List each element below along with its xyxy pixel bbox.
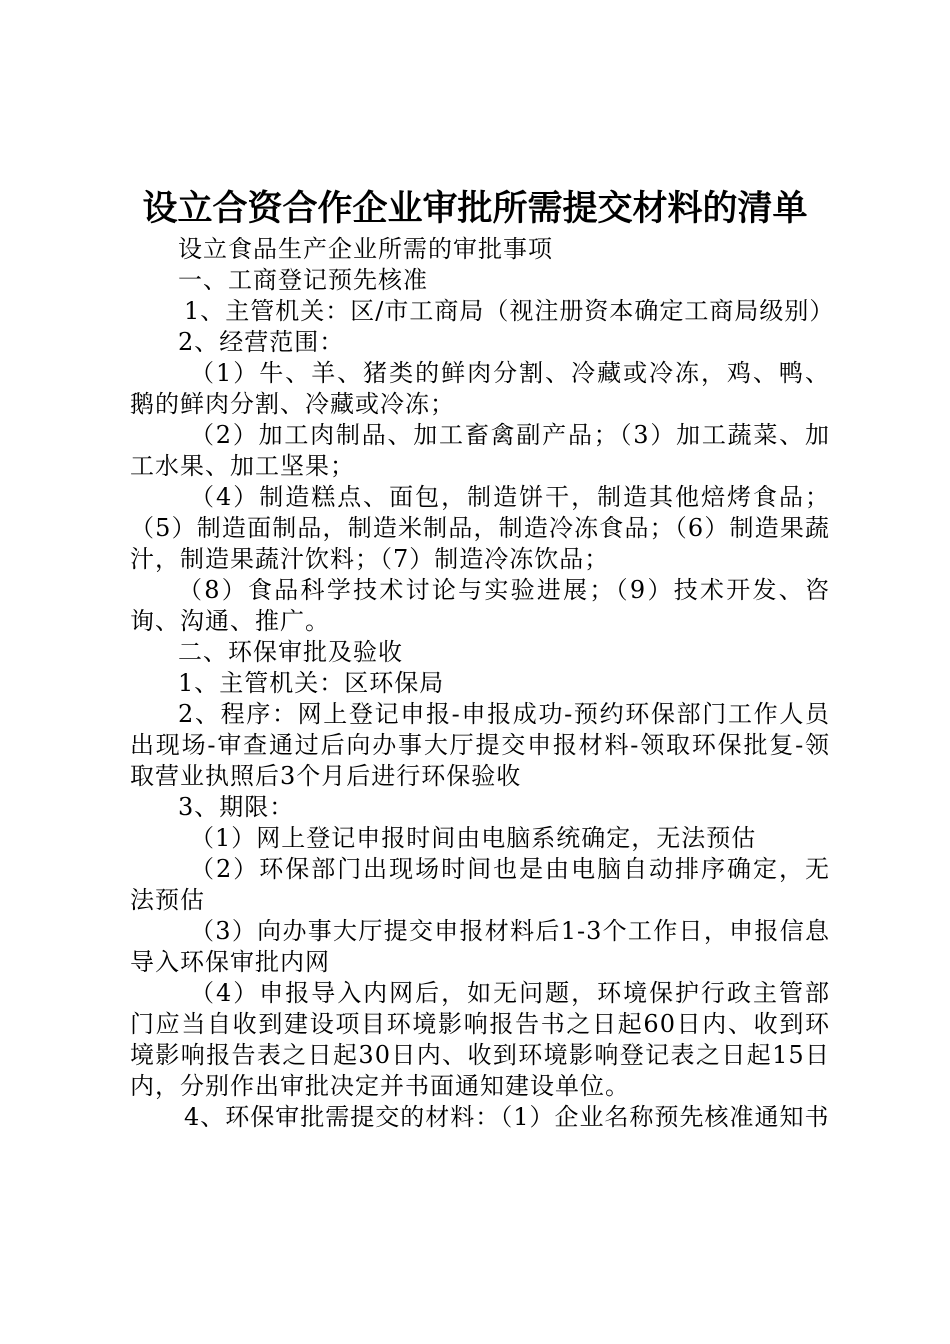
document-body (130, 234, 835, 1133)
paragraph-time-item-1: （1）网上登记申报时间由电脑系统确定，无法预估 (190, 824, 757, 852)
document-title: 设立合资合作企业审批所需提交材料的清单 (142, 189, 808, 229)
paragraph-scope-item-1: （1）牛、羊、猪类的鲜肉分割、冷藏或冷冻，鸡、鸭、鹅的鲜肉分割、冷藏或冷冻； (130, 359, 830, 418)
paragraph-time-limit: 3、期限： (178, 793, 295, 821)
paragraph-section-1-heading: 一、工商登记预先核准 (178, 266, 428, 294)
paragraph-scope-item-2-3: （2）加工肉制品、加工畜禽副产品；（3）加工蔬菜、加工水果、加工坚果； (130, 421, 830, 480)
paragraph-subtitle: 设立食品生产企业所需的审批事项 (178, 235, 553, 263)
paragraph-time-item-4: （4）申报导入内网后，如无问题，环境保护行政主管部门应当自收到建设项目环境影响报告书之日起60日内、收到环境影响报告表之日起30日内、收到环境影响登记表之日起15日内，分别作出审批决定并书面通知建设单位。 (130, 979, 830, 1100)
paragraph-business-scope: 2、经营范围： (178, 328, 345, 356)
paragraph-env-authority: 1、主管机关：区环保局 (178, 669, 445, 697)
paragraph-time-item-2: （2）环保部门出现场时间也是由电脑自动排序确定，无法预估 (130, 855, 830, 914)
paragraph-scope-item-8-9: （8）食品科学技术讨论与实验进展；（9）技术开发、咨询、沟通、推广。 (130, 576, 830, 635)
paragraph-scope-item-4-7: （4）制造糕点、面包，制造饼干，制造其他焙烤食品；（5）制造面制品，制造米制品，制造冷冻食品；（6）制造果蔬汁，制造果蔬汁饮料；（7）制造冷冻饮品； (130, 483, 830, 573)
paragraph-procedure: 2、程序：网上登记申报-申报成功-预约环保部门工作人员出现场-审查通过后向办事大厅提交申报材料-领取环保批复-领取营业执照后3个月后进行环保验收 (130, 700, 830, 790)
paragraph-section-2-heading: 二、环保审批及验收 (178, 638, 403, 666)
paragraph-time-item-3: （3）向办事大厅提交申报材料后1-3个工作日，申报信息导入环保审批内网 (130, 917, 830, 976)
paragraph-authority: 1、主管机关：区/市工商局（视注册资本确定工商局级别） (184, 297, 835, 325)
paragraph-required-materials: 4、环保审批需提交的材料：（1）企业名称预先核准通知书 (184, 1103, 830, 1131)
